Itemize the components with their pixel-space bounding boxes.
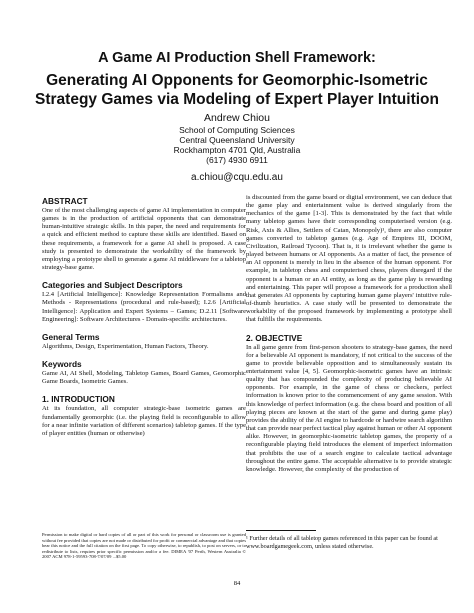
right-paragraph-1: is discounted from the game board or digital environment, we can deduce that the game play and entertainment value is derived singularly from the mechanics of the game [1-3]. This is demonstrated by the fact that while many tabletop games have their corresponding computerised version (e.g. Risk, Axis & Allies, Settlers of Catan, Monopoly)¹, there are also computer games converted to tabletop games (e.g. Age of Empires III, DOOM, Civilization, Railroad Tycoon). That is, it is irrelevant whether the game is played between humans or AI opponents. As a matter of fact, the presence of an AI opponent is merely in lieu in the absence of the human opponent. For example, in tabletop chess and computerised chess, players disregard if the opponent is a human or an AI entity, as long as the game play is rewarding and entertaining. This paper will propose a framework for a production shell that generates AI opponents by capturing human game players' intuitive rule-of-thumb heuristics. A case study will be presented to demonstrate the workability of the proposed framework by implementing a prototype shell that fulfills the requirements. xyxy=(246,194,452,324)
categories-text: I.2.4 [Artificial Intelligence]: Knowledge Representation Formalisms and Methods - Representations (procedural and rule-based); I.2.6 [Artificial Intelligence]: Application and Expert Systems – Games; D.2.11 [Software Engineering]: Software Architectures - Domain-specific architectures. xyxy=(42,291,246,323)
title-line-1: A Game AI Production Shell Framework: xyxy=(98,50,376,66)
general-terms-text: Algorithms, Design, Experimentation, Human Factors, Theory. xyxy=(42,342,209,350)
objective-heading: 2. OBJECTIVE xyxy=(246,332,303,343)
copyright-notice: Permission to make digital or hard copies of all or part of this work for personal or classroom use is granted without fee provided that copies are not made or distributed for profit or commercial advantage and that copies bear this notice and the full citation on the first page. To copy otherwise, to republish, to post on servers, or to redistribute to lists, requires prior specific permission and/or a fee. DIMEA '07 Perth, Western Australia © 2007 ACM 978-1-59593-708-7/07/09 ...$5.00 xyxy=(42,532,246,560)
author-email: a.chiou@cqu.edu.au xyxy=(191,172,283,183)
author-affiliation-3: Rockhampton 4701 Qld, Australia xyxy=(173,145,301,155)
abstract-heading: ABSTRACT xyxy=(42,196,88,206)
introduction-heading: 1. INTRODUCTION xyxy=(42,394,115,405)
title-line-2: Generating AI Opponents for Geomorphic-Isometric Strategy Games via Modeling of Expert Player Intuition xyxy=(35,72,439,108)
right-column xyxy=(246,194,452,474)
keywords-text: Game AI, AI Shell, Modeling, Tabletop Games, Board Games, Geomorphic Game Boards, Isometric Games. xyxy=(42,370,246,386)
keywords-heading: Keywords xyxy=(42,359,82,370)
author-name: Andrew Chiou xyxy=(204,112,270,124)
footnote-rule xyxy=(246,530,316,531)
general-terms-heading: General Terms xyxy=(42,331,100,342)
author-affiliation-4: (617) 4930 6911 xyxy=(206,155,268,165)
footnote: ¹ Further details of all tabletop games referenced in this paper can be found at www.boardgamegeek.com, unless stated otherwise. xyxy=(246,535,438,550)
author-affiliation-2: Central Queensland University xyxy=(179,135,295,145)
page-number: 84 xyxy=(233,580,241,587)
abstract-text: One of the most challenging aspects of game AI implementation in computer games is in the production of artificial opponents that can demonstrate human-intuitive strategic skills. In this paper, the need and requirements for a quick and efficient method to capture these skills are identified. Based on these requirements, a framework for a game AI shell is proposed. A case study is presented to demonstrate the workability of the framework by employing a prototype shell to generate a game AI middleware for a tabletop strategy-base game. xyxy=(42,207,246,272)
introduction-text: At its foundation, all computer strategic-base isometric games are fundamentally geomorphic (i.e. the playing field is reconfigurable to allow for a near infinite variation of different scenarios) tabletop games. If the type of player entities (human or otherwise) xyxy=(42,405,246,437)
objective-text: In all game genre from first-person shooters to strategy-base games, the need for a believable AI opponent is mandatory, if not critical to the success of the game to provide believable opposition and to simultaneously sustain its entertainment value [4, 5]. Geomorphic-isometric games have an intrinsic quality that has compounded the complexity of producing believable AI opponents. For example, in the game of chess or checkers, perfect information is known prior to the commencement of any game session. With this knowledge of perfect information (e.g. the chess board and position of all playing pieces are known at the start of the game and during game play) provides the ability of the AI engine to hardcode or hardwire search algorithm that can provide near perfect tactical play against human or other AI opponent alike. However, in geomorphic-isometric tabletop games, the property of a reconfigurable playing field introduces the element of imperfect information that prohibits the use of a search engine to calculate tactical advantage throughout the entire game. The acceptable alternative is to provide strategic knowledge. However, the complexity of the production of xyxy=(246,343,452,473)
author-block xyxy=(20,112,454,184)
left-column xyxy=(42,196,246,438)
categories-heading: Categories and Subject Descriptors xyxy=(42,280,183,291)
author-affiliation-1: School of Computing Sciences xyxy=(179,125,295,135)
